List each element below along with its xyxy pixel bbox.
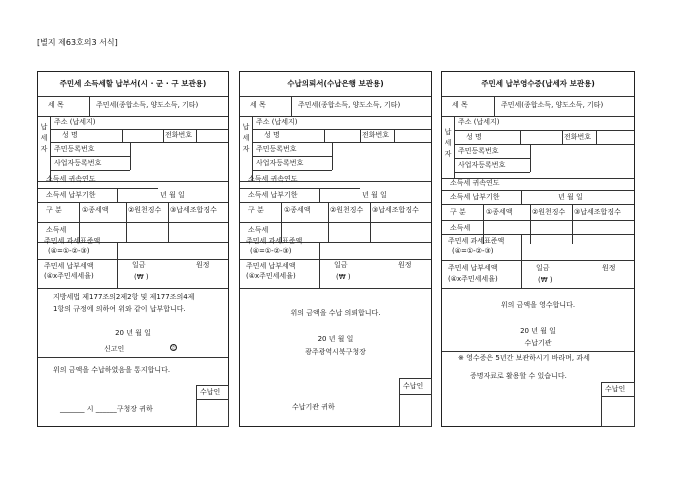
receiver-label: 수납인 xyxy=(403,382,424,390)
amount-prefix: 일금 xyxy=(132,261,146,269)
request-statement: 위의 금액을 수납 의뢰합니다. xyxy=(290,309,381,317)
resident-number-label: 주민등록번호 xyxy=(458,147,499,155)
class-label: 구 분 xyxy=(46,206,62,214)
authority-name: 광주광역시북구청장 xyxy=(305,348,366,356)
authority-name: 수납기관 xyxy=(524,339,552,347)
due-date-label: 소득세 납부기한 xyxy=(248,191,298,199)
tax-item-value: 주민세(종합소득, 양도소득, 기타) xyxy=(298,101,401,109)
amount-won-field[interactable]: (₩ ) xyxy=(134,273,149,281)
payment-amount-label: 주민세 납부세액 xyxy=(44,262,94,270)
class-option-final-tax: ①종세액 xyxy=(82,206,109,214)
phone-label: 전화번호 xyxy=(165,131,193,139)
amount-unit: 원정 xyxy=(196,261,210,269)
addressee-text: 수납기관 귀하 xyxy=(292,403,335,411)
tax-base-formula: (④=①-②-③) xyxy=(250,247,292,255)
due-date-label: 소득세 납부기한 xyxy=(46,191,96,199)
amount-prefix: 일금 xyxy=(536,264,550,272)
form-city-copy xyxy=(37,71,229,427)
class-option-withholding: ②원천징수 xyxy=(330,206,364,214)
name-label: 성 명 xyxy=(466,133,482,141)
tax-base-label: 주민세 과세표준액 xyxy=(246,237,303,245)
receiver-label: 수납인 xyxy=(200,388,221,396)
amount-unit: 원정 xyxy=(398,261,412,269)
receiver-label: 수납인 xyxy=(605,385,626,393)
class-option-union: ③납세조합징수 xyxy=(170,206,217,214)
reporter-label: 신고인 xyxy=(104,345,125,353)
address-label: 주소 (납세지) xyxy=(256,118,298,126)
class-option-final-tax: ①종세액 xyxy=(486,208,513,216)
seal-stamp-icon: 인 xyxy=(171,345,176,351)
form-bank-copy xyxy=(239,71,432,427)
form-title: 주민세 소득세할 납부서(시 · 군 · 구 보관용) xyxy=(59,79,207,88)
tax-item-label: 세 목 xyxy=(452,101,468,109)
income-tax-label: 소득세 xyxy=(46,226,67,234)
tax-item-label: 세 목 xyxy=(48,101,64,109)
payment-amount-formula: (④x주민세세율) xyxy=(246,272,296,280)
phone-label: 전화번호 xyxy=(564,133,592,141)
address-label: 주소 (납세지) xyxy=(458,118,500,126)
amount-unit: 원정 xyxy=(602,264,616,272)
income-tax-label: 소득세 xyxy=(450,224,471,232)
income-year-label: 소득세 귀속연도 xyxy=(46,175,96,183)
tax-base-label: 주민세 과세표준액 xyxy=(448,237,505,245)
tax-item-value: 주민세(종합소득, 양도소득, 기타) xyxy=(96,101,199,109)
retention-note-line-2: 증명자료로 활용할 수 있습니다. xyxy=(470,372,567,380)
tax-base-formula: (④=①-②-③) xyxy=(48,247,90,255)
business-number-label: 사업자등록번호 xyxy=(256,159,304,167)
receipt-statement: 위의 금액을 영수합니다. xyxy=(500,301,576,309)
due-date-value: 년 월 일 xyxy=(160,191,185,199)
income-year-label: 소득세 귀속연도 xyxy=(248,175,298,183)
form-taxpayer-receipt xyxy=(441,71,635,427)
amount-won-field[interactable]: (₩ ) xyxy=(336,273,351,281)
due-date-value: 년 월 일 xyxy=(362,191,387,199)
resident-number-label: 주민등록번호 xyxy=(54,145,95,153)
tax-item-value: 주민세(종합소득, 양도소득, 기타) xyxy=(501,101,604,109)
addressee-text: _______ 시 ______구청장 귀하 xyxy=(60,405,153,413)
request-date: 20 년 월 일 xyxy=(317,335,354,343)
income-year-label: 소득세 귀속연도 xyxy=(450,179,500,187)
business-number-label: 사업자등록번호 xyxy=(458,161,506,169)
payment-amount-formula: (④x주민세세율) xyxy=(44,272,94,280)
statement-line-2: 1항의 규정에 의하여 위와 같이 납부합니다. xyxy=(53,305,186,313)
statement-line-1: 지방세법 제177조의2제2항 및 제177조의4제 xyxy=(53,293,195,301)
payer-vertical-label: 납 세 자 xyxy=(242,123,250,153)
class-option-union: ③납세조합징수 xyxy=(372,206,419,214)
business-number-label: 사업자등록번호 xyxy=(54,159,102,167)
notice-text: 위의 금액을 수납하였음을 통지합니다. xyxy=(53,366,171,374)
class-label: 구 분 xyxy=(248,206,264,214)
amount-prefix: 일금 xyxy=(334,261,348,269)
tax-item-label: 세 목 xyxy=(250,101,266,109)
class-option-withholding: ②원천징수 xyxy=(128,206,162,214)
tax-base-label: 주민세 과세표준액 xyxy=(44,237,101,245)
form-title: 수납의뢰서(수납은행 보관용) xyxy=(287,79,384,88)
amount-won-field[interactable]: (₩ ) xyxy=(538,276,553,284)
payment-amount-label: 주민세 납부세액 xyxy=(246,262,296,270)
class-option-union: ③납세조합징수 xyxy=(574,208,621,216)
retention-note-line-1: ※ 영수증은 5년간 보관하시기 바라며, 과세 xyxy=(458,354,590,362)
resident-number-label: 주민등록번호 xyxy=(256,145,297,153)
payer-vertical-label: 납 세 자 xyxy=(40,123,48,153)
form-title: 주민세 납부영수증(납세자 보관용) xyxy=(481,79,595,88)
form-number-header: [별지 제63호의3 서식] xyxy=(37,38,118,47)
class-option-final-tax: ①종세액 xyxy=(284,206,311,214)
address-label: 주소 (납세지) xyxy=(54,118,96,126)
declaration-date: 20 년 월 일 xyxy=(115,329,151,337)
due-date-value: 년 월 일 xyxy=(558,193,583,201)
class-label: 구 분 xyxy=(450,208,466,216)
name-label: 성 명 xyxy=(62,131,78,139)
payment-amount-label: 주민세 납부세액 xyxy=(448,264,498,272)
name-label: 성 명 xyxy=(264,131,280,139)
receipt-date: 20 년 월 일 xyxy=(520,327,556,335)
due-date-label: 소득세 납부기한 xyxy=(450,193,500,201)
phone-label: 전화번호 xyxy=(362,131,390,139)
tax-base-formula: (④=①-②-③) xyxy=(452,247,494,255)
payer-vertical-label: 납 세 자 xyxy=(444,128,452,158)
income-tax-label: 소득세 xyxy=(248,226,269,234)
class-option-withholding: ②원천징수 xyxy=(532,208,566,216)
payment-amount-formula: (④x주민세세율) xyxy=(448,275,498,283)
